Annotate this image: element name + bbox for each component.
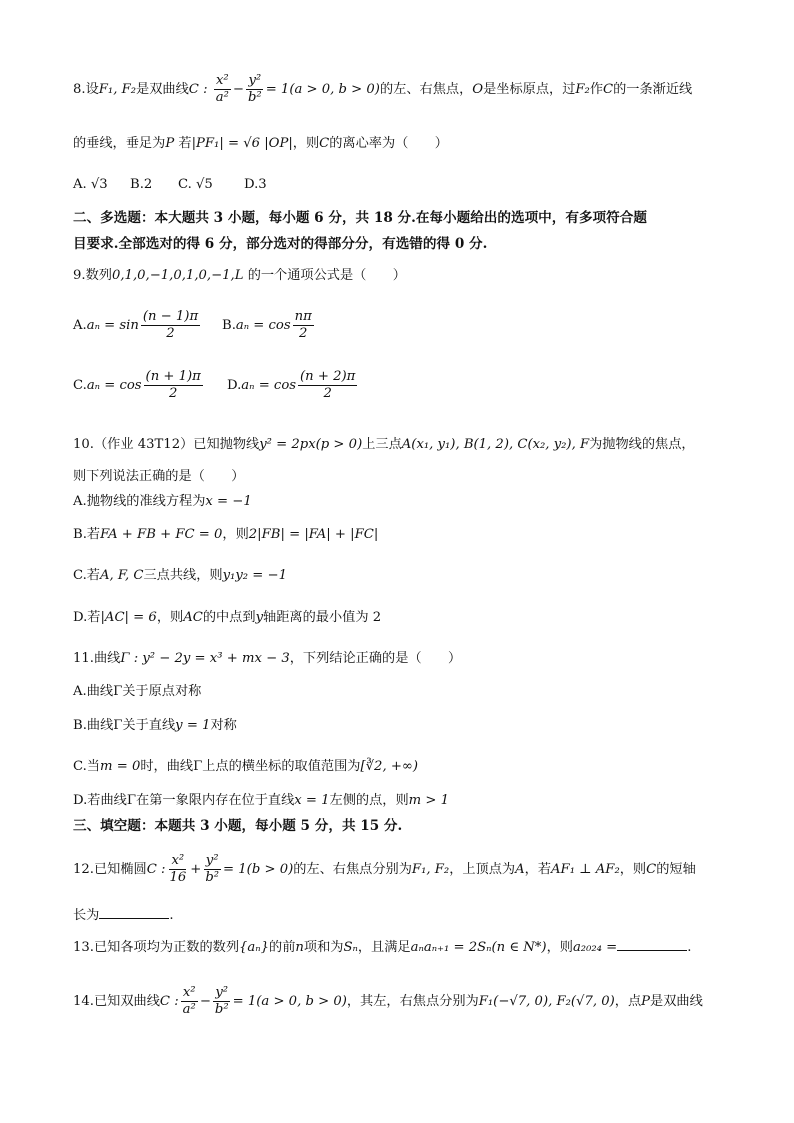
q13-relation: aₙaₙ₊₁ = 2Sₙ(n ∈ N*) (410, 940, 547, 955)
q8-foci: F₁, F₂ (98, 81, 137, 97)
q10-text: 三点共线，则 (143, 568, 223, 583)
q10-text: 上三点 (362, 437, 402, 452)
q11-text: 左侧的点，则 (329, 793, 409, 808)
q8-text: 的离心率为（ ） (329, 136, 448, 151)
q9-stem (73, 268, 406, 284)
q10-math: x = −1 (205, 494, 252, 509)
q10-text: B.若 (73, 527, 101, 542)
opt-expr: aₙ = sin (86, 317, 139, 333)
q8-f2: F₂ (575, 81, 590, 97)
q10-math: A, F, C (100, 568, 144, 583)
q12-period: . (169, 908, 174, 923)
q14-condition: = 1(a > 0, b > 0) (232, 993, 347, 1009)
frac-den: b² (205, 869, 220, 885)
q12-vertex: A (515, 861, 525, 877)
q10-option-d (73, 610, 381, 626)
q12-text: 的左、右焦点分别为 (293, 861, 412, 877)
q11-text: B.曲线Γ关于直线 (73, 718, 176, 733)
opt-frac (141, 310, 200, 341)
q12-foci: F₁, F₂ (411, 861, 450, 877)
frac-den: 16 (169, 869, 187, 885)
opt-expr: aₙ = cos (241, 377, 297, 393)
opt-label: D. (227, 377, 242, 393)
q10-text: 的中点到 (202, 610, 256, 625)
q10-stem-line2: 则下列说法正确的是（ ） (73, 469, 245, 484)
frac-num: (n + 2)π (300, 369, 356, 384)
q8-cond: |PF₁| = √6 |OP| (191, 136, 293, 151)
frac-num: x² (215, 73, 229, 88)
q13-text: ，则 (546, 940, 573, 955)
q11-stem (73, 651, 461, 667)
q8-option-a: A. √3 (73, 177, 108, 192)
q10-math: FA + FB + FC = 0 (100, 527, 223, 542)
q10-option-b (73, 527, 378, 543)
frac-num: (n + 1)π (145, 369, 201, 384)
q9-option-c (73, 370, 227, 401)
q11-option-c (73, 759, 418, 775)
sec2-heading-line1: 二、多选题：本大题共 3 小题，每小题 6 分，共 18 分.在每小题给出的选项中，有多项符合题 (73, 210, 647, 226)
q8-minus: − (232, 81, 244, 97)
q12-plus: + (190, 861, 202, 877)
q11-option-a: A.曲线Γ关于原点对称 (73, 684, 202, 699)
frac-den: 2 (323, 385, 332, 401)
frac-num: y² (205, 853, 219, 868)
opt-frac (293, 310, 314, 341)
q8-text: 的左、右焦点， (379, 81, 473, 97)
frac-num: nπ (294, 309, 312, 324)
q11-option-b (73, 718, 237, 734)
q12-curve-label: C : (146, 861, 166, 877)
q13-seq: {aₙ} (239, 940, 270, 955)
q11-text: 时，曲线Γ上点的横坐标的取值范围为 (140, 759, 361, 774)
frac-den: a² (182, 1001, 196, 1017)
q8-c: C (603, 81, 614, 97)
opt-expr: aₙ = cos (86, 377, 142, 393)
q12-text: 长为 (73, 908, 100, 923)
opt-frac (144, 370, 203, 401)
q9-sequence: 0,1,0,−1,0,1,0,−1,L (111, 268, 244, 283)
q8-condition: = 1(a > 0, b > 0) (265, 81, 380, 97)
q12-line2 (73, 906, 174, 924)
q13-text: 项和为 (303, 940, 344, 955)
q8-options (73, 177, 267, 193)
q14-text: 是双曲线 (650, 993, 703, 1009)
q8-text: 的垂线，垂足为 (73, 136, 166, 151)
q8-line1 (73, 74, 692, 105)
q11-curve: Γ : y² − 2y = x³ + mx − 3 (120, 651, 290, 666)
q12-text: 的短轴 (656, 861, 696, 877)
q10-math: y (255, 610, 264, 625)
q8-option-c: C. √5 (178, 177, 213, 192)
opt-frac (298, 370, 357, 401)
sec3-heading: 三、填空题：本题共 3 小题，每小题 5 分，共 15 分. (73, 818, 403, 834)
opt-label: C. (73, 377, 87, 393)
q12-text: ，则 (619, 861, 647, 877)
q13-line (73, 938, 691, 956)
q10-stem-line1 (73, 437, 695, 453)
q12-line1 (73, 854, 696, 885)
q14-foci: F₁(−√7, 0), F₂(√7, 0) (478, 993, 615, 1009)
q10-text: 为抛物线的焦点， (589, 437, 695, 452)
q14-line (73, 986, 703, 1017)
q11-math: [∛2, +∞) (360, 759, 419, 774)
q13-n: n (295, 940, 304, 955)
frac-num: x² (182, 985, 196, 1000)
q10-math: 2|FB| = |FA| + |FC| (248, 527, 379, 542)
q8-text: 的一条渐近线 (613, 81, 693, 97)
q9-option-b (222, 310, 316, 341)
q13-period: . (687, 940, 692, 955)
q11-math: m > 1 (408, 793, 449, 808)
q10-points: A(x₁, y₁), B(1, 2), C(x₂, y₂), F (401, 437, 590, 452)
q8-text: 是双曲线 (136, 81, 189, 97)
q9-text: 9.数列 (73, 268, 112, 283)
q9-option-d (227, 370, 359, 401)
frac-num: y² (248, 73, 262, 88)
q13-answer-blank[interactable] (617, 938, 687, 951)
frac-den: 2 (299, 325, 308, 341)
q10-option-a (73, 494, 252, 510)
frac-den: 2 (166, 325, 175, 341)
frac-den: a² (215, 89, 229, 105)
q8-frac-x (214, 74, 231, 105)
q12-text: ，上顶点为 (449, 861, 516, 877)
q12-answer-blank[interactable] (99, 906, 169, 919)
q10-text: D.若 (73, 610, 101, 625)
q8-option-d: D.3 (244, 177, 267, 192)
q8-line2 (73, 136, 448, 152)
q11-text: 11.曲线 (73, 651, 121, 666)
q11-math: y = 1 (175, 718, 211, 733)
frac-den: b² (214, 1001, 229, 1017)
q10-math: y₁y₂ = −1 (222, 568, 287, 583)
q10-parabola: y² = 2px(p > 0) (259, 437, 363, 452)
q13-text: 的前 (269, 940, 296, 955)
q8-text: 若 (178, 136, 192, 151)
q10-text: 10.（作业 43T12）已知抛物线 (73, 437, 260, 452)
q11-option-d (73, 793, 449, 809)
q14-minus: − (199, 993, 211, 1009)
q14-text: ，其左，右焦点分别为 (346, 993, 479, 1009)
q8-p: P (165, 136, 175, 151)
q12-c: C (646, 861, 657, 877)
q11-text: D.若曲线Γ在第一象限内存在位于直线 (73, 793, 295, 808)
q8-text: ，则 (292, 136, 320, 151)
opt-expr: aₙ = cos (235, 317, 291, 333)
q8-text: 8.设 (73, 81, 99, 97)
q12-text: 12.已知椭圆 (73, 861, 147, 877)
q11-math: x = 1 (294, 793, 330, 808)
q12-frac-y (203, 854, 221, 885)
q14-text: ，点 (614, 993, 642, 1009)
q14-frac-y (213, 986, 231, 1017)
q10-text: ，则 (222, 527, 249, 542)
q10-text: ，则 (156, 610, 184, 625)
q8-c: C (319, 136, 330, 151)
q9-option-a (73, 310, 222, 341)
q9-options-cd (73, 370, 359, 401)
frac-num: x² (171, 853, 185, 868)
q8-option-b: B.2 (130, 177, 153, 192)
q11-text: C.当 (73, 759, 100, 774)
q14-frac-x (181, 986, 198, 1017)
q10-text: C.若 (73, 568, 100, 583)
q8-frac-y (246, 74, 264, 105)
frac-den: 2 (168, 385, 178, 401)
q13-text: 13.已知各项均为正数的数列 (73, 940, 240, 955)
q13-sn: Sₙ (343, 940, 358, 955)
frac-den: b² (247, 89, 262, 105)
q10-text: A.抛物线的准线方程为 (73, 494, 206, 509)
q8-text: 作 (589, 81, 604, 97)
q12-condition: = 1(b > 0) (223, 861, 294, 877)
q12-perp: AF₁ ⊥ AF₂ (551, 861, 620, 877)
q11-text: 对称 (210, 718, 237, 733)
q11-math: m = 0 (100, 759, 141, 774)
q11-text: ，下列结论正确的是（ ） (289, 651, 462, 666)
q8-origin: O (472, 81, 484, 97)
q10-math: |AC| = 6 (100, 610, 157, 625)
q9-text: 的一个通项公式是（ ） (247, 268, 406, 283)
q8-text: 是坐标原点，过 (483, 81, 576, 97)
q13-text: ，且满足 (357, 940, 411, 955)
q10-math: AC (183, 610, 203, 625)
q10-option-c (73, 568, 287, 584)
q12-frac-x (167, 854, 188, 885)
opt-label: B. (222, 317, 236, 333)
q12-text: ，若 (524, 861, 552, 877)
frac-num: (n − 1)π (142, 309, 199, 324)
q9-options-ab (73, 310, 316, 341)
q8-curve-label: C : (188, 81, 208, 97)
q14-p: P (641, 993, 651, 1009)
q10-text: 轴距离的最小值为 2 (263, 610, 382, 625)
sec2-heading-line2: 目要求.全部选对的得 6 分，部分选对的得部分分，有选错的得 0 分. (73, 236, 488, 252)
q13-target: a₂₀₂₄ = (572, 940, 618, 955)
q14-curve-label: C : (159, 993, 179, 1009)
opt-label: A. (73, 317, 87, 333)
frac-num: y² (215, 985, 229, 1000)
q14-text: 14.已知双曲线 (73, 993, 160, 1009)
